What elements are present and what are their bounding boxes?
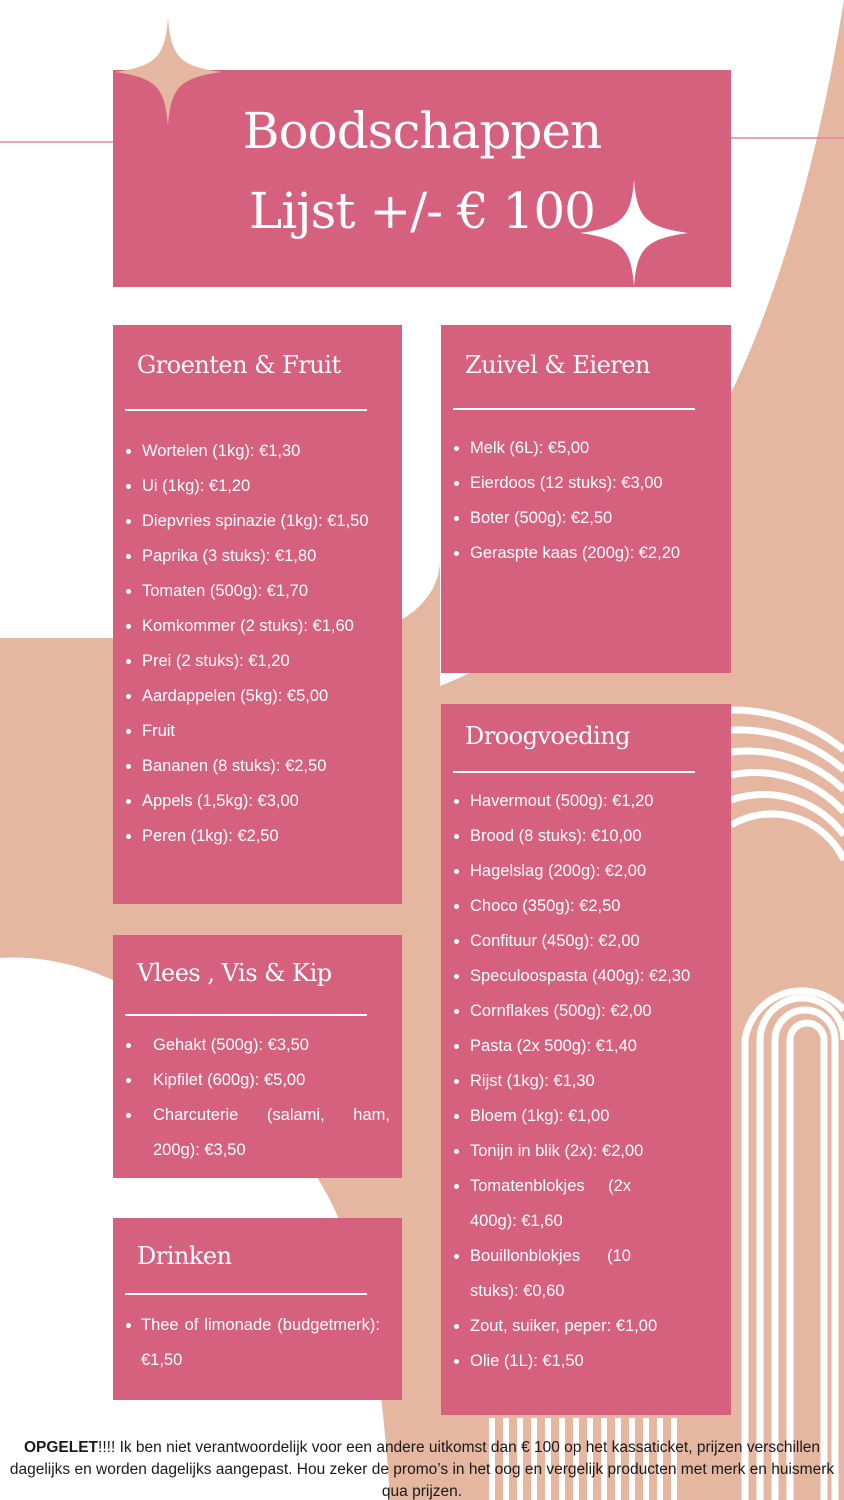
section-drinken [113,1218,402,1400]
list-item: Tomaten (500g): €1,70 [113,574,402,609]
list-item: Havermout (500g): €1,20 [441,784,721,819]
list-item: Olie (1L): €1,50 [441,1344,721,1379]
list-item: Diepvries spinazie (1kg): €1,50 [113,504,402,539]
section-divider [125,409,367,411]
list-item: Confituur (450g): €2,00 [441,924,721,959]
item-list [441,431,731,571]
list-item: Tomatenblokjes (2x 400g): €1,60 [441,1169,631,1239]
item-list [113,1308,380,1378]
sparkle-peach-icon [115,18,221,126]
list-item: Bananen (8 stuks): €2,50 [113,749,402,784]
item-list [113,434,402,854]
section-zuivel-eieren [441,325,731,673]
title-line-2: Lijst +/- € 100 [248,182,595,240]
list-item: Hagelslag (200g): €2,00 [441,854,721,889]
list-item: Eierdoos (12 stuks): €3,00 [441,466,731,501]
list-item: Peren (1kg): €2,50 [113,819,402,854]
disclaimer-note [0,1437,844,1500]
list-item: Prei (2 stuks): €1,20 [113,644,402,679]
title-line-1: Boodschappen [242,102,602,160]
item-list [441,784,721,1379]
list-item: Aardappelen (5kg): €5,00 [113,679,402,714]
disclaimer-text: !!!! Ik ben niet verantwoordelijk voor een andere uitkomst dan € 100 op het kassaticket, prijzen verschillen dagelijks en worden dagelijks aangepast. Hou zeker de promo’s in het oog en vergelijk producten met merk en huismerk qua prijzen. [9,1439,835,1500]
list-item: Choco (350g): €2,50 [441,889,721,924]
list-item: Bouillonblokjes (10 stuks): €0,60 [441,1239,631,1309]
list-item: Wortelen (1kg): €1,30 [113,434,402,469]
list-item: Geraspte kaas (200g): €2,20 [441,536,731,571]
section-divider [453,408,695,410]
section-title: Vlees , Vis & Kip [137,959,332,987]
list-item: Paprika (3 stuks): €1,80 [113,539,402,574]
section-groenten-fruit [113,325,402,904]
section-title: Zuivel & Eieren [465,351,650,379]
list-item: Appels (1,5kg): €3,00 [113,784,402,819]
list-item: Zout, suiker, peper: €1,00 [441,1309,721,1344]
list-item: Tonijn in blik (2x): €2,00 [441,1134,721,1169]
list-item: Rijst (1kg): €1,30 [441,1064,721,1099]
list-item: Boter (500g): €2,50 [441,501,731,536]
item-list [113,1028,390,1168]
section-divider [125,1014,367,1016]
list-item: Bloem (1kg): €1,00 [441,1099,721,1134]
list-item: Pasta (2x 500g): €1,40 [441,1029,721,1064]
section-title: Drinken [137,1242,232,1270]
list-item: Cornflakes (500g): €2,00 [441,994,721,1029]
sparkle-white-icon [580,180,688,286]
list-item: Ui (1kg): €1,20 [113,469,402,504]
list-item: Kipfilet (600g): €5,00 [113,1063,390,1098]
list-item: Komkommer (2 stuks): €1,60 [113,609,402,644]
section-title: Groenten & Fruit [137,351,341,379]
list-item: Thee of limonade (budgetmerk): €1,50 [113,1308,380,1378]
section-divider [453,771,695,773]
list-item: Speculoospasta (400g): €2,30 [441,959,721,994]
section-title: Droogvoeding [465,722,631,750]
list-item: Charcuterie (salami, ham, 200g): €3,50 [113,1098,390,1168]
section-divider [125,1293,367,1295]
disclaimer-bold: OPGELET [23,1439,99,1456]
list-item: Gehakt (500g): €3,50 [113,1028,390,1063]
list-item: Brood (8 stuks): €10,00 [441,819,721,854]
list-item: Melk (6L): €5,00 [441,431,731,466]
section-droogvoeding [441,704,731,1415]
section-vlees-vis-kip [113,935,402,1178]
list-item: Fruit [113,714,402,749]
